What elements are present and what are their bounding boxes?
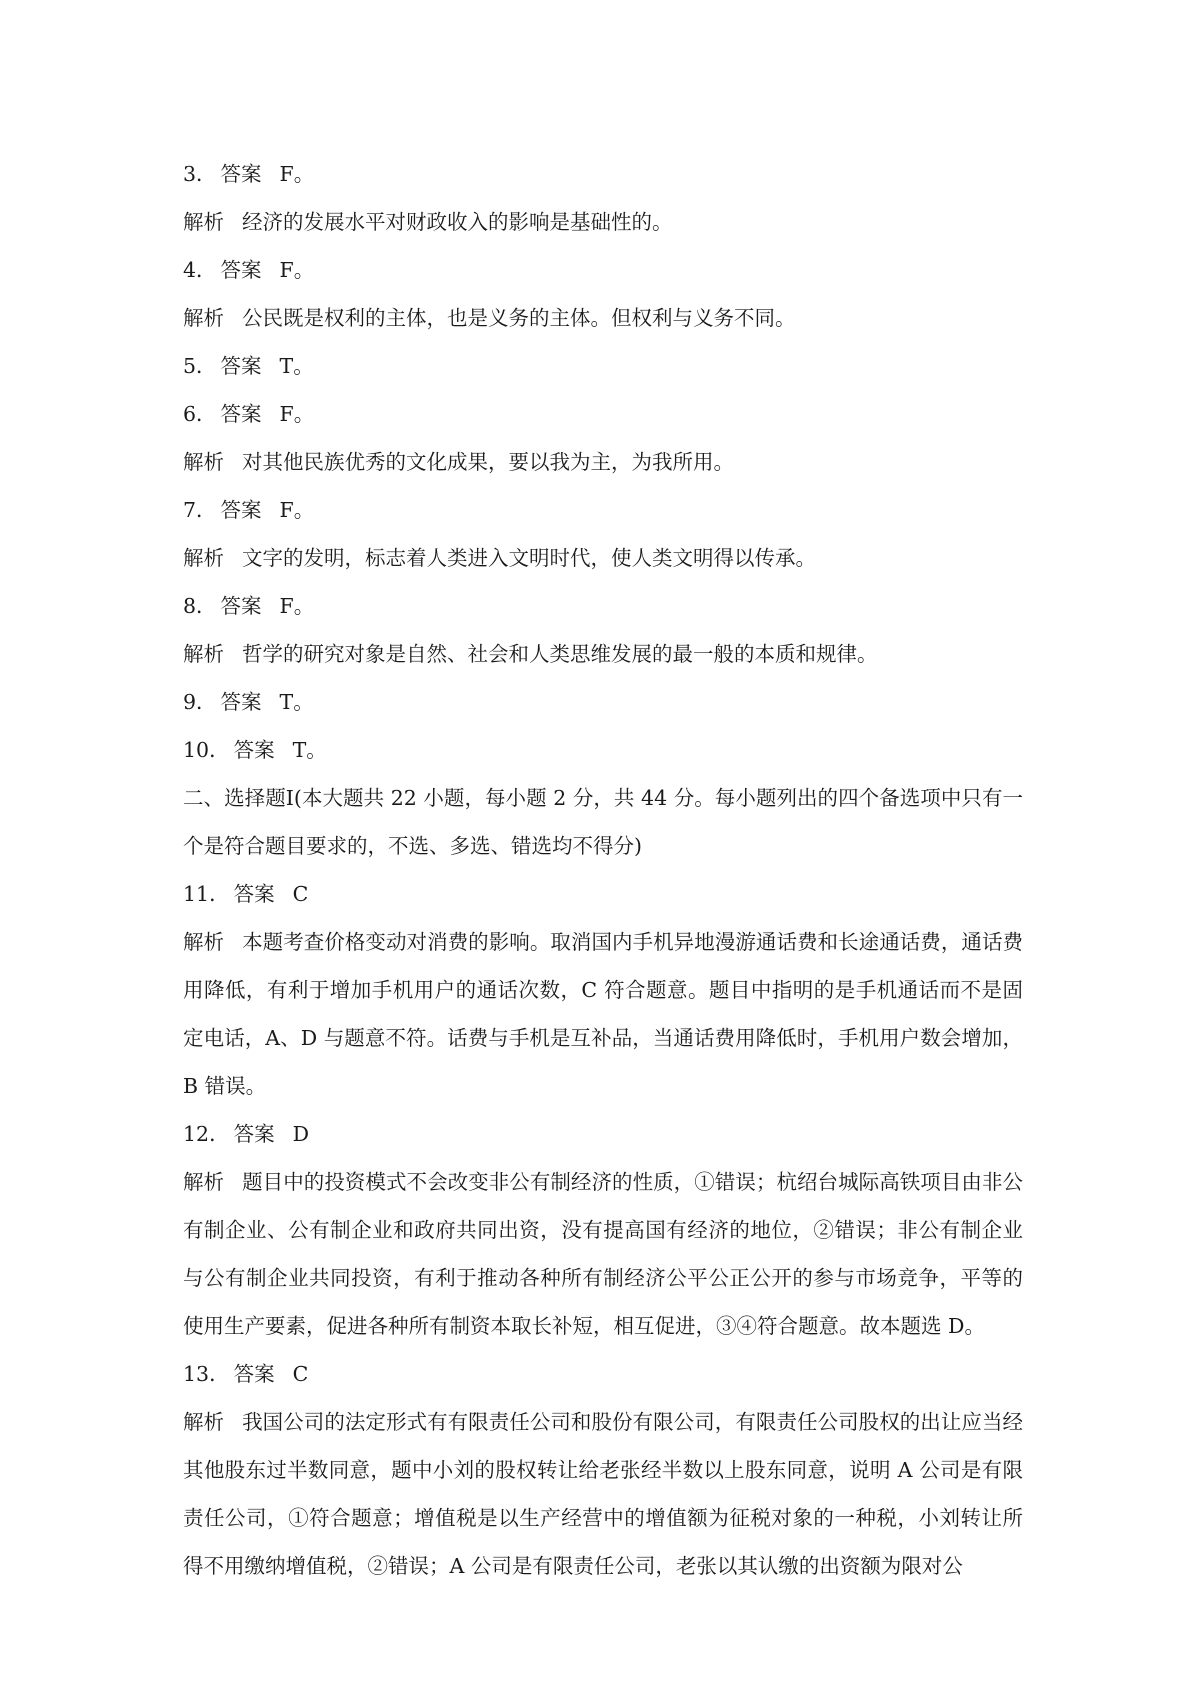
analysis-paragraph: [183, 630, 1023, 678]
answer-line: [183, 1350, 1023, 1398]
answer-value: F。: [279, 258, 315, 282]
analysis-paragraph: [183, 918, 1023, 1110]
analysis-label: 解析: [183, 1170, 225, 1194]
analysis-label: 解析: [183, 1410, 225, 1434]
question-number: 6．: [183, 402, 217, 426]
analysis-text: 公民既是权利的主体，也是义务的主体。但权利与义务不同。: [242, 306, 796, 330]
answer-label: 答案: [233, 738, 275, 762]
answer-value: T。: [279, 354, 314, 378]
question-number: 8．: [183, 594, 217, 618]
analysis-text: 我国公司的法定形式有有限责任公司和股份有限公司，有限责任公司股权的出让应当经其他股东过半数同意，题中小刘的股权转让给老张经半数以上股东同意，说明 A 公司是有限责任公司，①符合题意；增值税是以生产经营中的增值额为征税对象的一种税，小刘转让所得不用缴纳增值税，②错误；A 公司是有限责任公司，老张以其认缴的出资额为限对公: [183, 1410, 1024, 1578]
analysis-label: 解析: [183, 642, 224, 666]
analysis-text: 文字的发明，标志着人类进入文明时代，使人类文明得以传承。: [242, 546, 816, 570]
question-number: 13．: [183, 1362, 230, 1386]
answer-value: F。: [279, 594, 315, 618]
analysis-paragraph: [183, 438, 1023, 486]
answer-label: 答案: [220, 354, 262, 378]
question-number: 11．: [183, 882, 230, 906]
answer-line: [183, 486, 1023, 534]
analysis-label: 解析: [183, 306, 224, 330]
answer-value: D: [292, 1122, 310, 1146]
question-number: 9．: [183, 690, 217, 714]
answer-page: [183, 150, 1023, 1590]
answer-label: 答案: [220, 498, 262, 522]
answer-value: C: [292, 882, 309, 906]
analysis-paragraph: [183, 1158, 1023, 1350]
analysis-paragraph: [183, 198, 1023, 246]
answer-label: 答案: [220, 594, 262, 618]
answer-line: [183, 870, 1023, 918]
analysis-label: 解析: [183, 546, 224, 570]
analysis-paragraph: [183, 294, 1023, 342]
analysis-label: 解析: [183, 930, 225, 954]
question-number: 7．: [183, 498, 217, 522]
answer-line: [183, 390, 1023, 438]
analysis-label: 解析: [183, 210, 224, 234]
question-number: 12．: [183, 1122, 230, 1146]
answer-line: [183, 726, 1023, 774]
analysis-paragraph: [183, 534, 1023, 582]
answer-value: F。: [279, 162, 315, 186]
analysis-text: 本题考查价格变动对消费的影响。取消国内手机异地漫游通话费和长途通话费，通话费用降低，有利于增加手机用户的通话次数，C 符合题意。题目中指明的是手机通话而不是固定电话，A、D 与题意不符。话费与手机是互补品，当通话费用降低时，手机用户数会增加，B 错误。: [183, 930, 1024, 1098]
answer-value: T。: [279, 690, 314, 714]
answer-value: F。: [279, 402, 315, 426]
question-number: 5．: [183, 354, 217, 378]
answer-label: 答案: [220, 402, 262, 426]
answer-label: 答案: [220, 690, 262, 714]
answer-value: F。: [279, 498, 315, 522]
analysis-text: 对其他民族优秀的文化成果，要以我为主，为我所用。: [242, 450, 734, 474]
answer-label: 答案: [220, 162, 262, 186]
section-heading: 二、选择题Ⅰ(本大题共 22 小题，每小题 2 分，共 44 分。每小题列出的四个备选项中只有一个是符合题目要求的，不选、多选、错选均不得分): [183, 786, 1023, 858]
question-number: 3．: [183, 162, 217, 186]
answer-label: 答案: [220, 258, 262, 282]
analysis-text: 题目中的投资模式不会改变非公有制经济的性质，①错误；杭绍台城际高铁项目由非公有制企业、公有制企业和政府共同出资，没有提高国有经济的地位，②错误；非公有制企业与公有制企业共同投资，有利于推动各种所有制经济公平公正公开的参与市场竞争，平等的使用生产要素，促进各种所有制资本取长补短，相互促进，③④符合题意。故本题选 D。: [183, 1170, 1024, 1338]
answer-value: C: [292, 1362, 309, 1386]
answer-line: [183, 582, 1023, 630]
analysis-text: 经济的发展水平对财政收入的影响是基础性的。: [242, 210, 673, 234]
question-number: 10．: [183, 738, 230, 762]
answer-label: 答案: [233, 882, 275, 906]
analysis-paragraph: [183, 1398, 1023, 1590]
answer-line: [183, 342, 1023, 390]
answer-label: 答案: [233, 1362, 275, 1386]
answer-line: [183, 150, 1023, 198]
analysis-label: 解析: [183, 450, 224, 474]
question-number: 4．: [183, 258, 217, 282]
answer-label: 答案: [233, 1122, 275, 1146]
answer-line: [183, 1110, 1023, 1158]
analysis-text: 哲学的研究对象是自然、社会和人类思维发展的最一般的本质和规律。: [242, 642, 878, 666]
answer-line: [183, 678, 1023, 726]
answer-value: T。: [292, 738, 327, 762]
answer-line: [183, 246, 1023, 294]
